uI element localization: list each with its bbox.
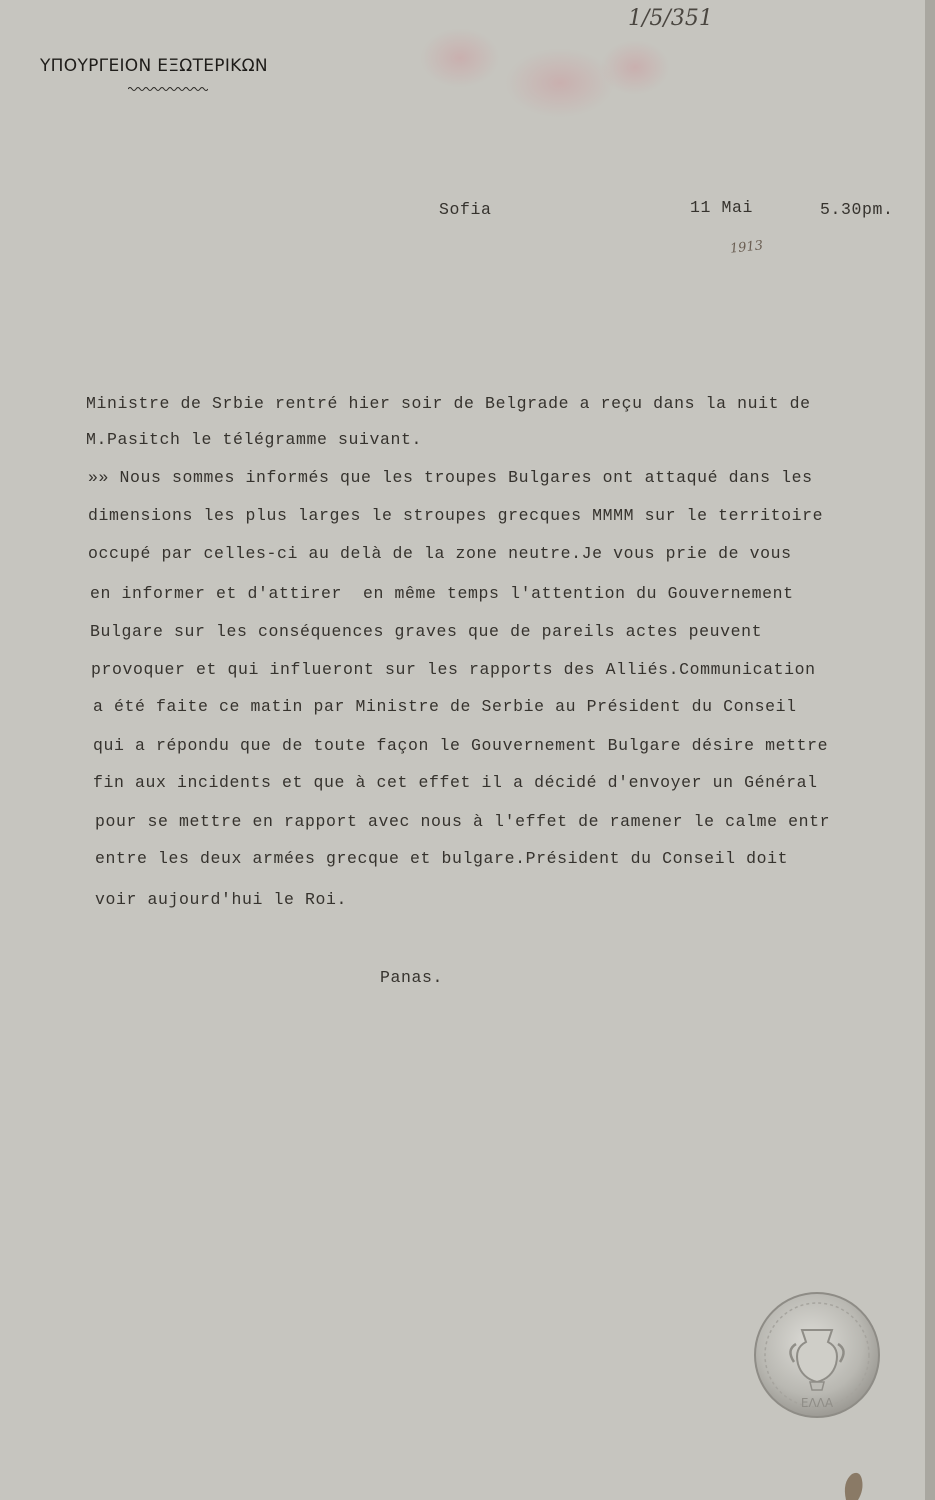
body-line: qui a répondu que de toute façon le Gouvernement Bulgare désire mettre [93, 736, 829, 755]
body-line: provoquer et qui influeront sur les rapports des Alliés.Communication [91, 660, 816, 679]
paper-edge [925, 0, 935, 1500]
body-line: Bulgare sur les conséquences graves que de pareils actes peuvent [90, 622, 763, 641]
body-line: en informer et d'attirer en même temps l'attention du Gouvernement [90, 584, 794, 603]
date: 11 Mai [690, 198, 754, 217]
place: Sofia [439, 200, 492, 219]
body-line: fin aux incidents et que à cet effet il a décidé d'envoyer un Général [93, 773, 818, 792]
body-line: occupé par celles-ci au delà de la zone neutre.Je vous prie de vous [88, 544, 792, 563]
signature: Panas. [380, 968, 444, 987]
body-line: »» Nous sommes informés que les troupes Bulgares ont attaqué dans les [88, 468, 813, 487]
letterhead-underline [128, 86, 208, 92]
seal-text: ΕΛΛΑ [800, 1396, 834, 1410]
letterhead-ministry: ΥΠΟΥΡΓΕΙΟΝ ΕΞΩΤΕΡΙΚΩΝ [40, 56, 268, 76]
body-line: Ministre de Srbie rentré hier soir de Belgrade a reçu dans la nuit de [86, 394, 811, 413]
paper-tear [838, 1468, 868, 1500]
time: 5.30pm. [820, 200, 894, 219]
body-line: dimensions les plus larges le stroupes grecques MMMM sur le territoire [88, 506, 824, 525]
ink-stain [420, 28, 500, 88]
body-line: M.Pasitch le télégramme suivant. [86, 430, 423, 449]
body-line: entre les deux armées grecque et bulgare.Président du Conseil doit [95, 849, 789, 868]
ink-stain [600, 40, 670, 95]
year-annotation: 1913 [729, 238, 764, 257]
archive-reference: 1/5/351 [628, 6, 713, 31]
body-line: voir aujourd'hui le Roi. [95, 890, 348, 909]
body-line: a été faite ce matin par Ministre de Serbie au Président du Conseil [93, 697, 797, 716]
archive-seal-icon [752, 1290, 882, 1420]
body-line: pour se mettre en rapport avec nous à l'effet de ramener le calme entr [95, 812, 831, 831]
ink-stain [505, 48, 615, 118]
